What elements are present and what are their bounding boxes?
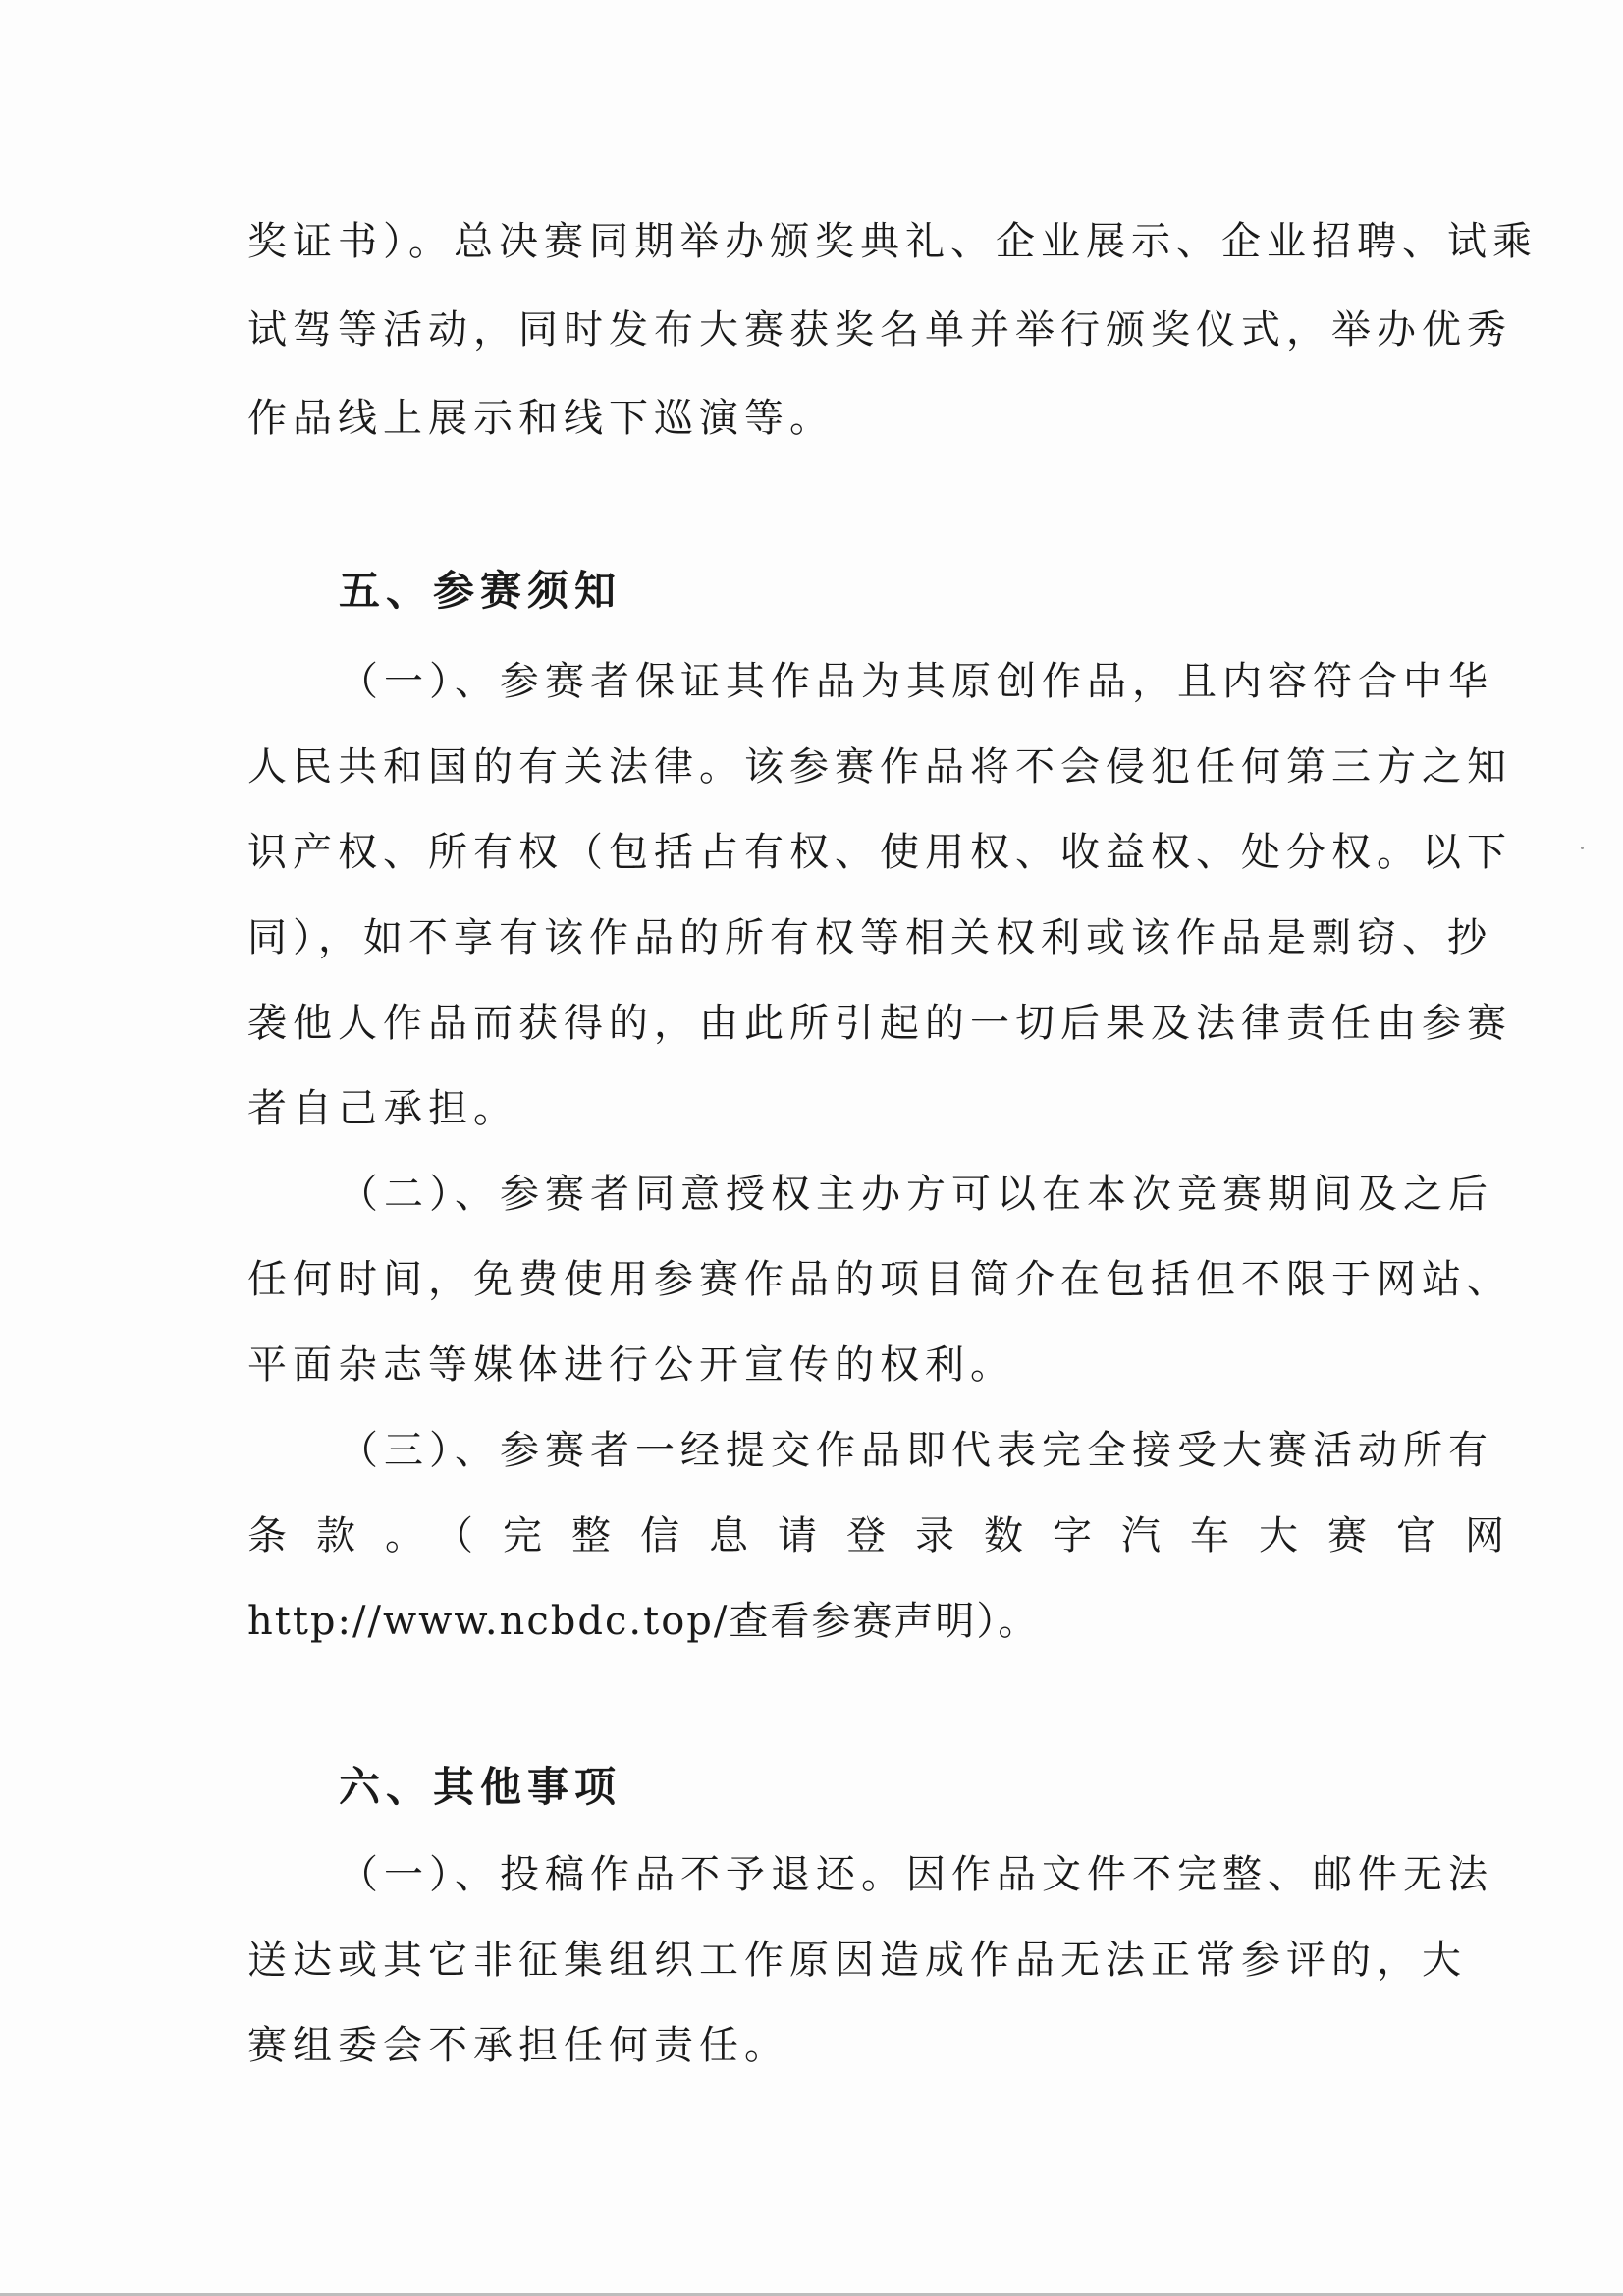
section-heading: 六、其他事项 [339, 1763, 622, 1811]
body-text-line: 条款。（完整信息请登录数字汽车大赛官网 [247, 1513, 1534, 1558]
body-text-line: 奖证书）。总决赛同期举办颁奖典礼、企业展示、企业招聘、试乘 [247, 219, 1538, 264]
body-text-line: 同），如不享有该作品的所有权等相关权利或该作品是剽窃、抄 [247, 915, 1492, 960]
section-heading: 五、参赛须知 [339, 567, 622, 615]
body-text-line: 试驾等活动，同时发布大赛获奖名单并举行颁奖仪式，举办优秀 [247, 307, 1512, 353]
body-text-line: 者自己承担。 [247, 1086, 518, 1131]
body-text-line: （三）、参赛者一经提交作品即代表完全接受大赛活动所有 [339, 1428, 1493, 1473]
body-text-line: （一）、投稿作品不予退还。因作品文件不完整、邮件无法 [339, 1852, 1493, 1897]
body-text-line: 送达或其它非征集组织工作原因造成作品无法正常参评的，大 [247, 1938, 1467, 1983]
body-text-line: 袭他人作品而获得的，由此所引起的一切后果及法律责任由参赛 [247, 1001, 1512, 1046]
body-text-line: 任何时间，免费使用参赛作品的项目简介在包括但不限于网站、 [247, 1257, 1512, 1302]
body-text-line: 平面杂志等媒体进行公开宣传的权利。 [247, 1342, 1015, 1388]
body-text-line: 识产权、所有权（包括占有权、使用权、收益权、处分权。以下 [247, 830, 1512, 875]
body-text-line: 作品线上展示和线下巡演等。 [247, 396, 835, 441]
official-website-line: http://www.ncbdc.top/查看参赛声明）。 [247, 1599, 1040, 1644]
body-text-line: （二）、参赛者同意授权主办方可以在本次竞赛期间及之后 [339, 1172, 1493, 1217]
body-text-line: 赛组委会不承担任何责任。 [247, 2023, 789, 2068]
body-text-line: 人民共和国的有关法律。该参赛作品将不会侵犯任何第三方之知 [247, 744, 1512, 790]
body-text-line: （一）、参赛者保证其作品为其原创作品，且内容符合中华 [339, 659, 1493, 704]
scan-speck [1581, 847, 1584, 849]
